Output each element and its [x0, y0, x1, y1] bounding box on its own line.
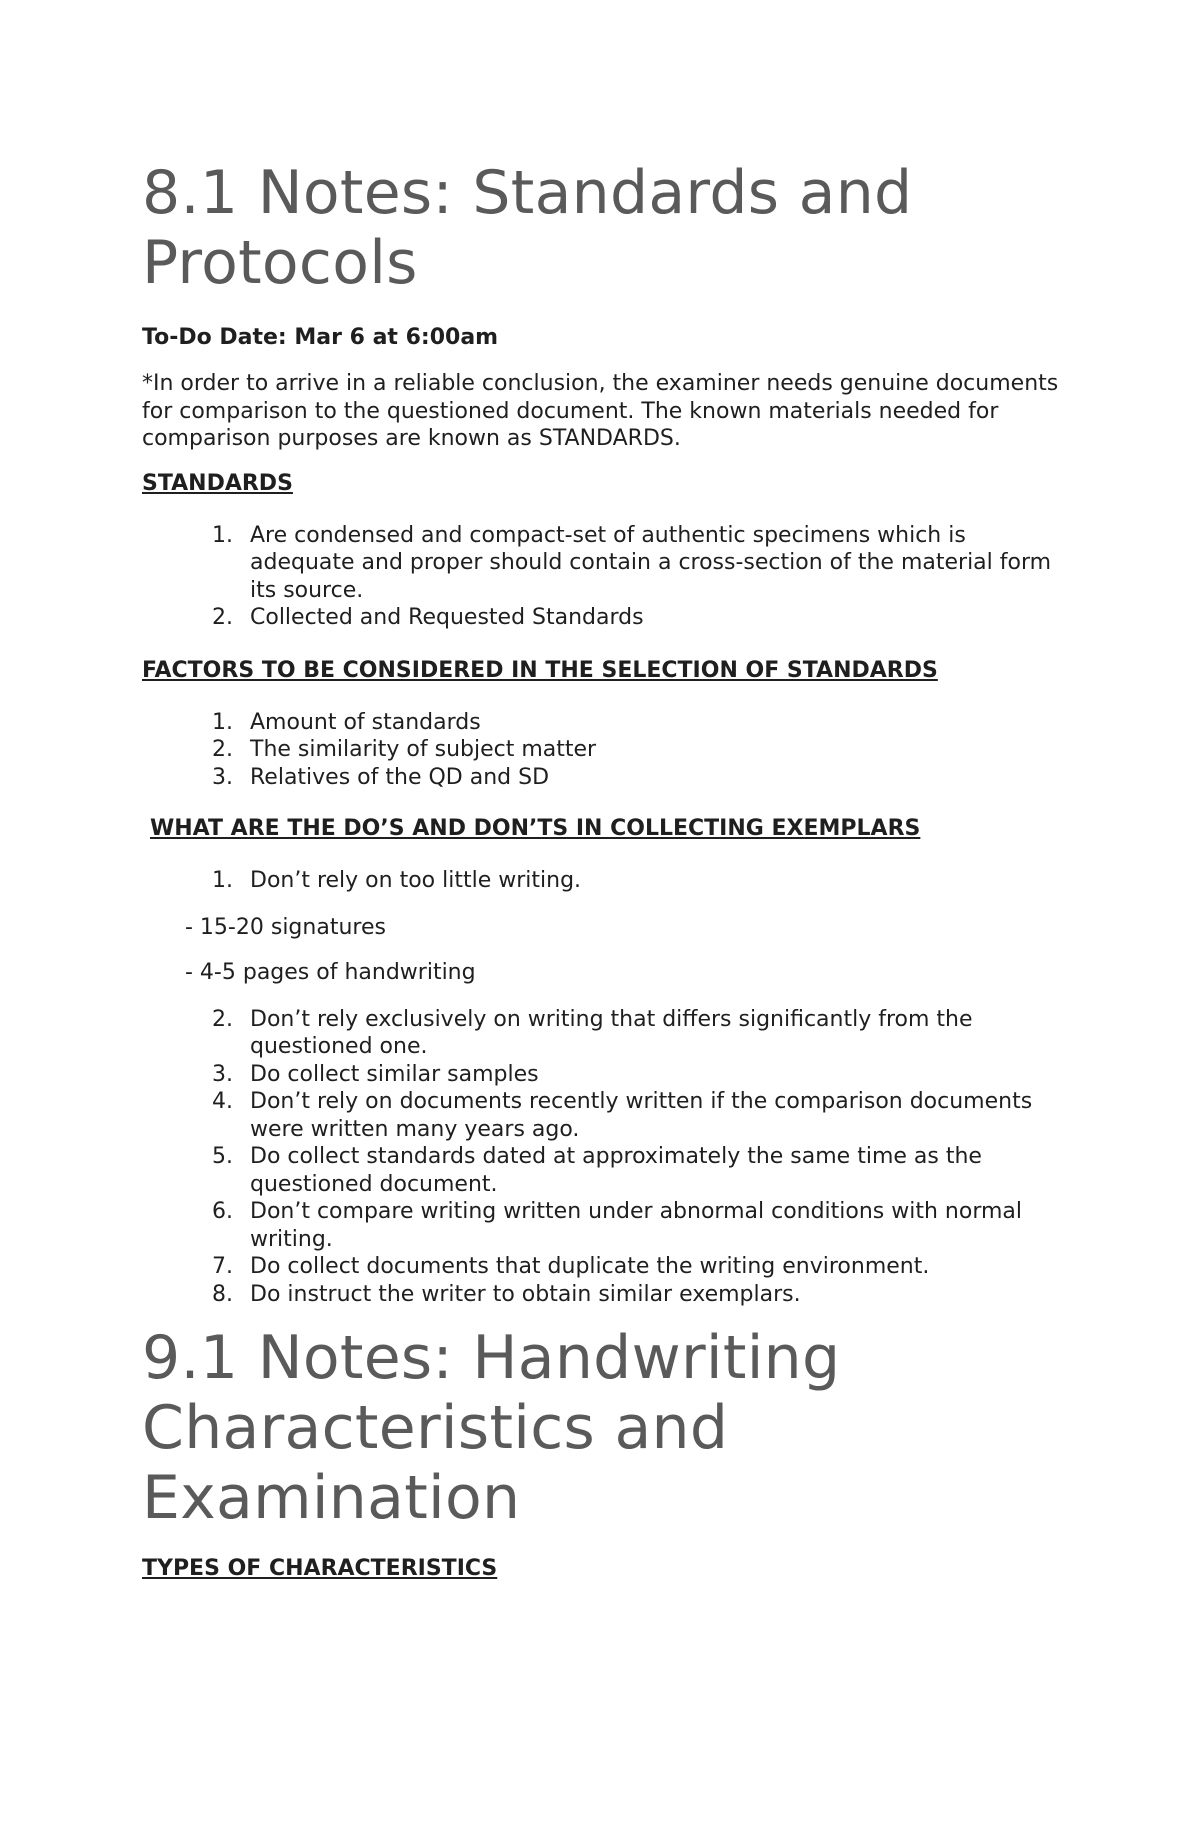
standards-list: [142, 522, 1062, 632]
list-text: Do instruct the writer to obtain similar exemplars.: [250, 1281, 801, 1307]
list-item: [142, 764, 1062, 792]
dos-donts-heading: WHAT ARE THE DO’S AND DON’TS IN COLLECTING EXEMPLARS: [150, 816, 921, 841]
list-item: [142, 736, 1062, 764]
list-item: [142, 709, 1062, 737]
list-item: [142, 867, 1062, 895]
list-number: 2.: [212, 737, 233, 762]
list-number: 1.: [212, 522, 233, 548]
todo-date: To-Do Date: Mar 6 at 6:00am: [142, 325, 499, 350]
list-number: 6.: [212, 1199, 233, 1224]
title-line: 8.1 Notes: Standards and: [142, 158, 913, 228]
list-number: 3.: [212, 764, 233, 790]
list-number: 5.: [212, 1144, 233, 1169]
section-title-9-1: [142, 1323, 1062, 1533]
title-line: Examination: [142, 1463, 521, 1533]
factors-heading: FACTORS TO BE CONSIDERED IN THE SELECTION OF STANDARDS: [142, 657, 938, 683]
list-text: Don’t rely on documents recently written if the comparison documents were written many years ago.: [250, 1089, 1033, 1142]
list-item: [142, 1061, 1062, 1089]
list-number: 8.: [212, 1281, 233, 1307]
list-text: Don’t rely on too little writing.: [250, 868, 582, 893]
list-text: Amount of standards: [250, 709, 481, 735]
list-text: Don’t compare writing written under abnormal conditions with normal writing.: [250, 1199, 1023, 1252]
standards-heading: STANDARDS: [142, 470, 293, 496]
list-number: 2.: [212, 1006, 233, 1032]
list-number: 2.: [212, 605, 233, 630]
list-item: [142, 604, 1062, 632]
sub-item: - 15-20 signatures: [185, 914, 386, 940]
list-number: 4.: [212, 1089, 233, 1114]
title-line: Protocols: [142, 228, 418, 298]
list-number: 3.: [212, 1061, 233, 1087]
list-text: Collected and Requested Standards: [250, 605, 644, 630]
list-text: Do collect documents that duplicate the writing environment.: [250, 1254, 930, 1279]
list-number: 1.: [212, 868, 233, 893]
intro-paragraph: *In order to arrive in a reliable conclusion, the examiner needs genuine documents for comparison to the questioned document. The known materials needed for comparison purposes are known as STANDARDS.: [142, 371, 1059, 451]
title-line: 9.1 Notes: Handwriting: [142, 1323, 841, 1393]
list-text: Are condensed and compact-set of authentic specimens which is adequate and proper should contain a cross-section of the material form its source.: [250, 522, 1052, 603]
list-text: Do collect standards dated at approximately the same time as the questioned document.: [250, 1144, 982, 1197]
factors-list: [142, 709, 1062, 792]
list-item: [142, 1143, 1062, 1198]
list-item: [142, 522, 1062, 605]
list-number: 1.: [212, 709, 233, 735]
list-text: The similarity of subject matter: [250, 737, 597, 762]
list-item: [142, 1281, 1062, 1309]
list-item: [142, 1088, 1062, 1143]
list-text: Do collect similar samples: [250, 1061, 539, 1087]
list-text: Don’t rely exclusively on writing that differs significantly from the questioned one.: [250, 1006, 973, 1059]
types-heading: TYPES OF CHARACTERISTICS: [142, 1556, 498, 1581]
dos-list: [142, 1006, 1062, 1309]
sub-item: - 4-5 pages of handwriting: [185, 960, 476, 985]
list-number: 7.: [212, 1254, 233, 1279]
list-item: [142, 1253, 1062, 1281]
list-item: [142, 1006, 1062, 1061]
document-page: [142, 158, 1062, 1583]
list-item: [142, 1198, 1062, 1253]
list-text: Relatives of the QD and SD: [250, 764, 550, 790]
dos-list-first: [142, 867, 1062, 895]
section-title-8-1: [142, 158, 1062, 298]
title-line: Characteristics and: [142, 1393, 729, 1463]
